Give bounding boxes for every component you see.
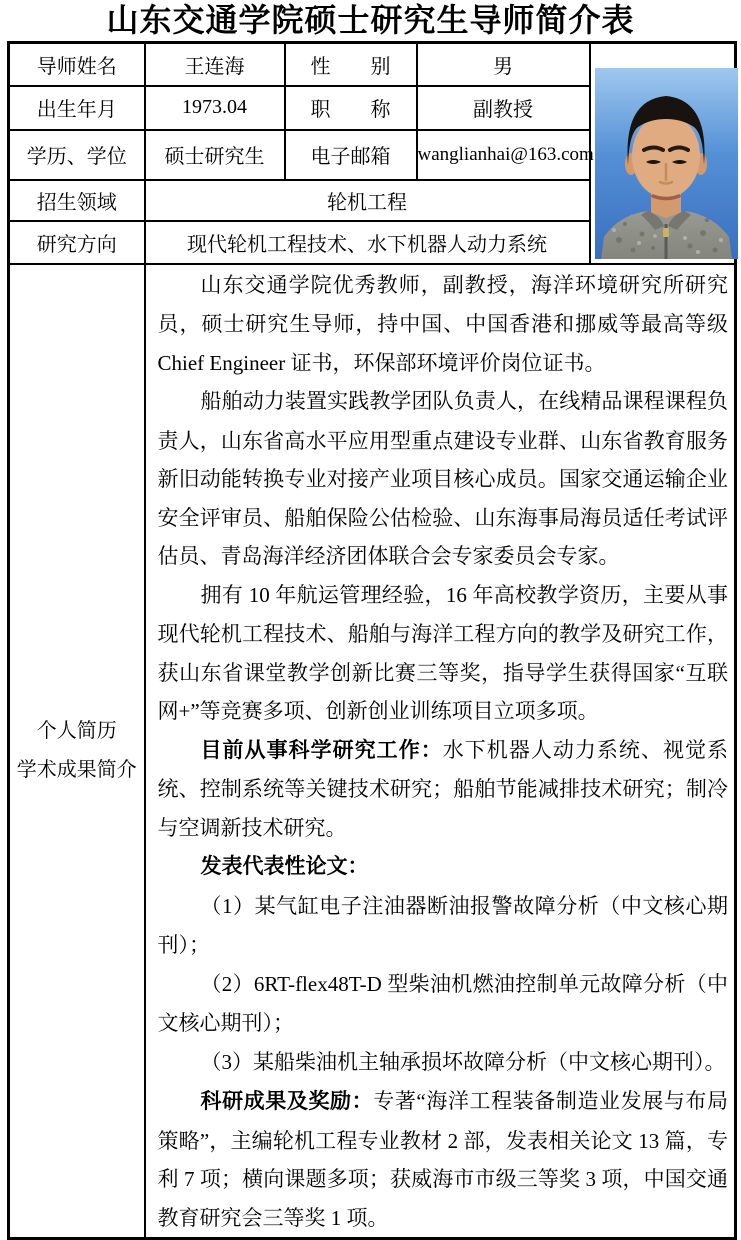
birth-label: 出生年月 — [9, 86, 145, 130]
birth-value: 1973.04 — [145, 86, 285, 130]
supervisor-profile-table — [7, 41, 737, 1240]
bio-paragraph-text: （1）某气缸电子注油器断油报警故障分析（中文核心期刊）； — [157, 893, 728, 957]
bio-label-line1: 个人简历 — [36, 719, 117, 742]
bio-paragraph-text: 船舶动力装置实践教学团队负责人，在线精品课程课程负责人，山东省高水平应用型重点建设专业群、山东省教育服务新旧动能转换专业对接产业项目核心成员。国家交通运输企业安全评审员、船舶保险公估检验、山东海事局海员适任考试评估员、青岛海洋经济团体联合会专家委员会专家。 — [157, 389, 728, 568]
bio-paragraph-text: 专著“海洋工程装备制造业发展与布局策略”，主编轮机工程专业教材 2 部，发表相关论文 13 篇，专利 7 项；横向课题多项；获威海市市级三等奖 3 项，中国交通教育研究会三等奖 1 项。 — [157, 1089, 729, 1230]
bio-paragraph — [158, 1043, 729, 1083]
name-label: 导师姓名 — [9, 43, 145, 86]
gender-label: 性 别 — [285, 43, 417, 86]
bio-paragraph-lead: 目前从事科学研究工作： — [200, 738, 443, 762]
portrait-photo-graphic — [595, 68, 738, 259]
research-direction-label: 研究方向 — [9, 221, 145, 264]
bio-paragraph-text: （3）某船柴油机主轴承损坏故障分析（中文核心期刊）。 — [200, 1049, 726, 1074]
degree-value: 硕士研究生 — [145, 130, 285, 180]
bio-paragraph-text: 拥有 10 年航运管理经验，16 年高校教学资历，主要从事现代轮机工程技术、船舶与海洋工程方向的教学及研究工作，获山东省课堂教学创新比赛三等奖，指导学生获得国家“互联网+”等竞赛多项、创新创业训练项目立项多项。 — [157, 582, 728, 723]
email-value: wanglianhai@163.com — [417, 130, 590, 180]
research-direction-value: 现代轮机工程技术、水下机器人动力系统 — [145, 221, 590, 264]
email-label: 电子邮箱 — [285, 130, 417, 180]
bio-paragraph — [158, 847, 729, 887]
bio-paragraph-lead: 发表代表性论文： — [200, 855, 369, 878]
gender-value: 男 — [417, 43, 590, 86]
enroll-field-label: 招生领域 — [9, 180, 145, 221]
bio-label-line2: 学术成果简介 — [16, 758, 137, 781]
bio-paragraph — [158, 965, 729, 1043]
jobtitle-value: 副教授 — [417, 86, 590, 130]
bio-content — [145, 264, 736, 1239]
page-title: 山东交通学院硕士研究生导师简介表 — [106, 2, 635, 38]
photo-cell — [590, 43, 736, 264]
supervisor-photo — [595, 68, 738, 259]
degree-label: 学历、学位 — [9, 130, 145, 180]
enroll-field-value: 轮机工程 — [145, 180, 590, 221]
bio-paragraph — [158, 887, 729, 965]
name-value: 王连海 — [145, 43, 285, 86]
bio-paragraph-text: 水下机器人动力系统、视觉系统、控制系统等关键技术研究；船舶节能减排技术研究；制冷与空调新技术研究。 — [157, 737, 729, 840]
bio-section-label — [9, 264, 145, 1239]
bio-paragraph-lead: 科研成果及奖励： — [200, 1090, 374, 1113]
bio-paragraph — [158, 1082, 729, 1237]
jobtitle-label: 职 称 — [285, 86, 417, 130]
bio-paragraph-text: （2）6RT-flex48T-D 型柴油机燃油控制单元故障分析（中文核心期刊）； — [157, 971, 728, 1035]
bio-paragraph — [158, 382, 729, 576]
bio-paragraph-text: 山东交通学院优秀教师，副教授，海洋环境研究所研究员，硕士研究生导师，持中国、中国香港和挪威等最高等级 Chief Engineer 证书，环保部环境评价岗位证书。 — [157, 272, 728, 375]
bio-paragraph — [158, 266, 729, 383]
bio-paragraph — [158, 576, 729, 731]
bio-paragraph — [158, 731, 729, 848]
